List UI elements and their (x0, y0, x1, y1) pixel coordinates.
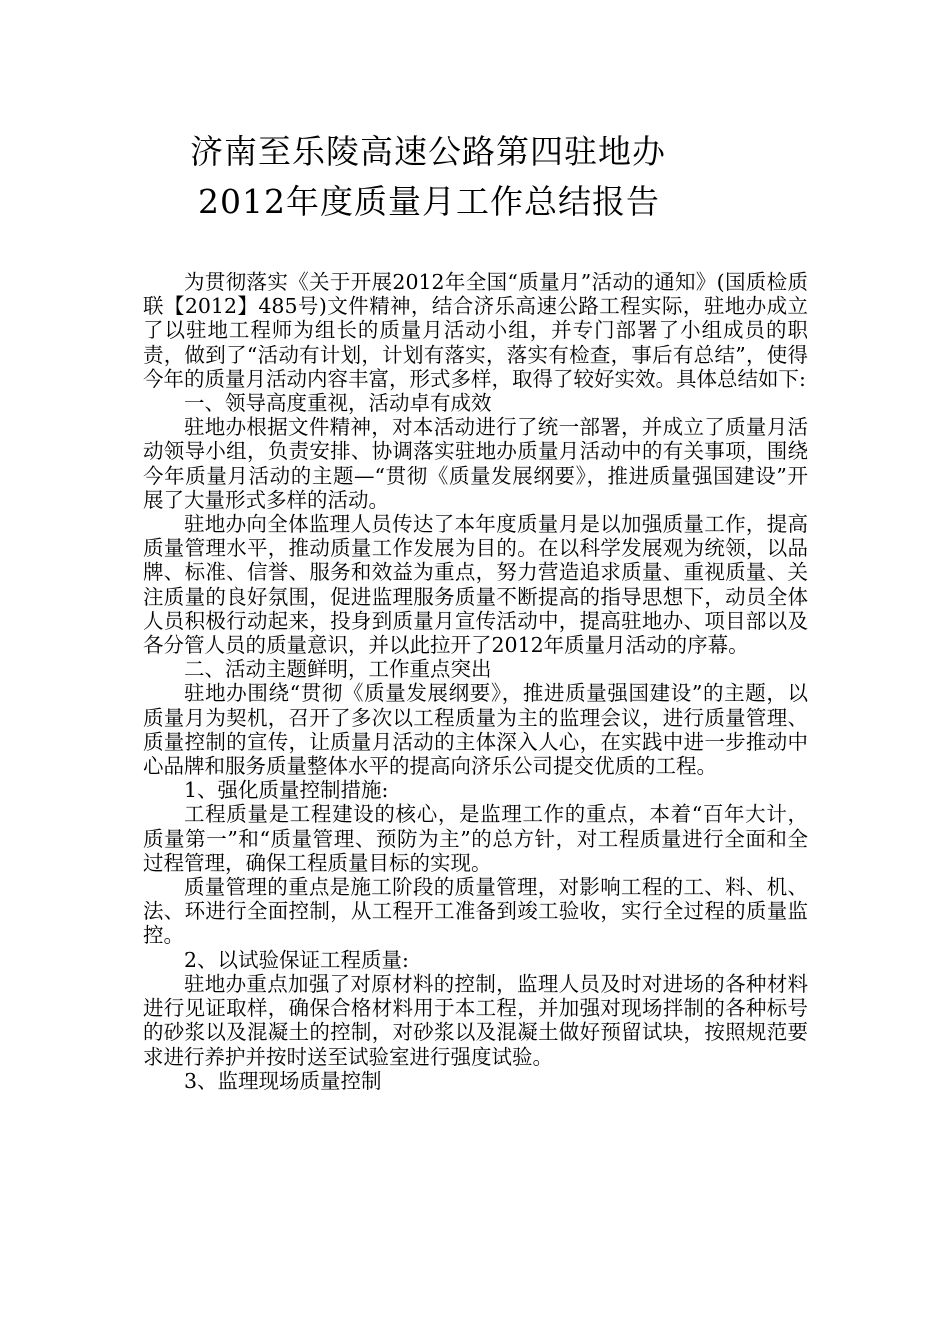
document-body (143, 270, 808, 1093)
section-heading-2: 二、活动主题鲜明，工作重点突出 (184, 657, 492, 682)
subsection-heading-1: 1、强化质量控制措施: (184, 778, 389, 803)
body-paragraph: 驻地办重点加强了对原材料的控制，监理人员及时对进场的各种材料进行见证取样，确保合格材料用于本工程，并加强对现场拌制的各种标号的砂浆以及混凝土的控制，对砂浆以及混凝土做好预留试块，按照规范要求进行养护并按时送至试验室进行强度试验。 (143, 971, 808, 1069)
body-paragraph: 质量管理的重点是施工阶段的质量管理，对影响工程的工、料、机、法、环进行全面控制，从工程开工准备到竣工验收，实行全过程的质量监控。 (143, 875, 808, 948)
document-title-line-1: 济南至乐陵高速公路第四驻地办 (190, 132, 666, 171)
body-paragraph: 驻地办向全体监理人员传达了本年度质量月是以加强质量工作，提高质量管理水平，推动质量工作发展为目的。在以科学发展观为统领，以品牌、标准、信誉、服务和效益为重点，努力营造追求质量、重视质量、关注质量的良好氛围，促进监理服务质量不断提高的指导思想下，动员全体人员积极行动起来，投身到质量月宣传活动中，提高驻地办、项目部以及各分管人员的质量意识，并以此拉开了2012年质量月活动的序幕。 (143, 512, 808, 658)
subsection-heading-2: 2、以试验保证工程质量: (184, 947, 409, 972)
body-paragraph: 驻地办根据文件精神，对本活动进行了统一部署，并成立了质量月活动领导小组，负责安排、协调落实驻地办质量月活动中的有关事项，围绕今年质量月活动的主题—“贯彻《质量发展纲要》，推进质量强国建设”开展了大量形式多样的活动。 (143, 415, 808, 512)
document-title-line-2: 2012年度质量月工作总结报告 (198, 182, 660, 221)
intro-paragraph: 为贯彻落实《关于开展2012年全国“质量月”活动的通知》(国质检质联【2012】485号)文件精神，结合济乐高速公路工程实际，驻地办成立了以驻地工程师为组长的质量月活动小组，并专门部署了小组成员的职责，做到了“活动有计划，计划有落实，落实有检查，事后有总结”，使得今年的质量月活动内容丰富，形式多样，取得了较好实效。具体总结如下: (143, 270, 808, 391)
section-heading-1: 一、领导高度重视，活动卓有成效 (184, 391, 492, 416)
subsection-heading-3: 3、监理现场质量控制 (184, 1068, 382, 1093)
body-paragraph: 工程质量是工程建设的核心，是监理工作的重点，本着“百年大计，质量第一”和“质量管理、预防为主”的总方针，对工程质量进行全面和全过程管理，确保工程质量目标的实现。 (143, 802, 808, 875)
body-paragraph: 驻地办围绕“贯彻《质量发展纲要》，推进质量强国建设”的主题，以质量月为契机，召开了多次以工程质量为主的监理会议，进行质量管理、质量控制的宣传，让质量月活动的主体深入人心，在实践中进一步推动中心品牌和服务质量整体水平的提高向济乐公司提交优质的工程。 (143, 681, 808, 779)
